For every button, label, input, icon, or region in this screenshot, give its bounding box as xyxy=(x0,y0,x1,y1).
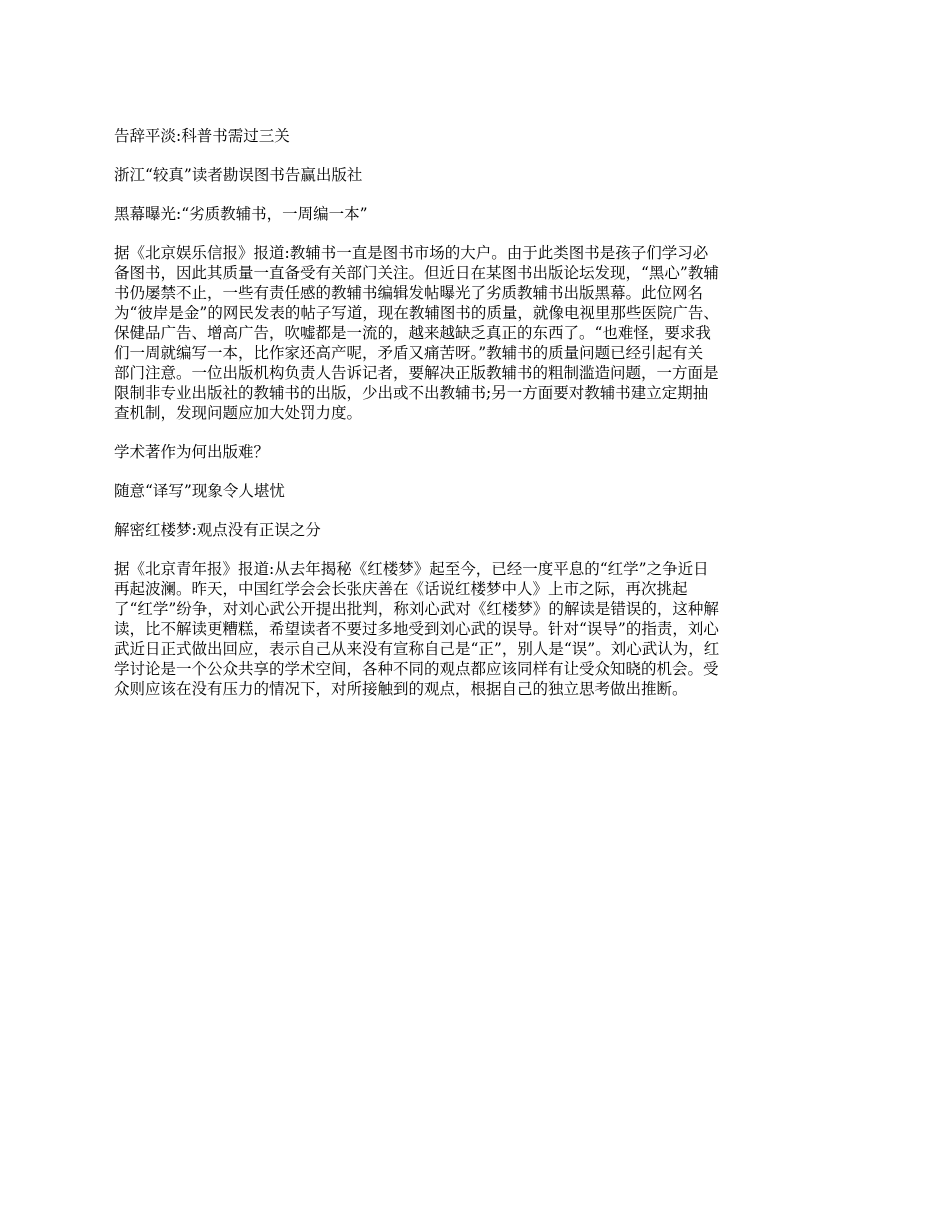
headline-red-mansion: 解密红楼梦:观点没有正误之分 xyxy=(114,521,321,539)
paragraph-line: 书仍屡禁不止，一些有责任感的教辅书编辑发帖曝光了劣质教辅书出版黑幕。此位网名 xyxy=(114,284,704,302)
paragraph-line: 学讨论是一个公众共享的学术空间，各种不同的观点都应该同样有让受众知晓的机会。受 xyxy=(114,660,719,678)
paragraph-redology-report xyxy=(114,559,840,699)
headline-translation-issue: 随意“译写”现象令人堪忧 xyxy=(114,482,285,500)
paragraph-line: 为“彼岸是金”的网民发表的帖子写道，现在教辅图书的质量，就像电视里那些医院广告、 xyxy=(114,304,719,322)
headline-textbook-exposure: 黑幕曝光:“劣质教辅书，一周编一本” xyxy=(114,205,368,223)
paragraph-line: 备图书，因此其质量一直备受有关部门关注。但近日在某图书出版论坛发现，“黑心”教辅 xyxy=(114,264,719,282)
paragraph-line: 部门注意。一位出版机构负责人告诉记者，要解决正版教辅书的粗制滥造问题，一方面是 xyxy=(114,364,719,382)
paragraph-line: 限制非专业出版社的教辅书的出版，少出或不出教辅书;另一方面要对教辅书建立定期抽 xyxy=(114,384,709,402)
paragraph-line: 武近日正式做出回应，表示自己从来没有宣称自己是“正”，别人是“误”。刘心武认为，红 xyxy=(114,640,720,658)
paragraph-line: 众则应该在没有压力的情况下，对所接触到的观点，根据自己的独立思考做出推断。 xyxy=(114,680,688,698)
paragraph-textbook-report xyxy=(114,243,840,423)
paragraph-line: 们一周就编写一本，比作家还高产呢，矛盾又痛苦呀。”教辅书的质量问题已经引起有关 xyxy=(114,344,704,362)
headline-academic-publishing: 学术著作为何出版难？ xyxy=(114,443,270,461)
paragraph-line: 了“红学”纷争，对刘心武公开提出批判，称刘心武对《红楼梦》的解读是错误的，这种解 xyxy=(114,600,719,618)
paragraph-line: 据《北京青年报》报道:从去年揭秘《红楼梦》起至今，已经一度平息的“红学”之争近日 xyxy=(114,560,709,578)
headline-zhejiang-reader: 浙江“较真”读者勘误图书告赢出版社 xyxy=(114,166,363,184)
paragraph-line: 保健品广告、增高广告，吹嘘都是一流的，越来越缺乏真正的东西了。“也难怪，要求我 xyxy=(114,324,711,342)
paragraph-line: 查机制，发现问题应加大处罚力度。 xyxy=(114,404,363,422)
paragraph-line: 据《北京娱乐信报》报道:教辅书一直是图书市场的大户。由于此类图书是孩子们学习必 xyxy=(114,244,709,262)
paragraph-line: 再起波澜。昨天，中国红学会会长张庆善在《话说红楼梦中人》上市之际，再次挑起 xyxy=(114,580,688,598)
paragraph-line: 读，比不解读更糟糕，希望读者不要过多地受到刘心武的误导。针对“误导”的指责，刘心 xyxy=(114,620,719,638)
headline-science-books: 告辞平淡:科普书需过三关 xyxy=(114,127,290,145)
document-page xyxy=(114,126,840,718)
